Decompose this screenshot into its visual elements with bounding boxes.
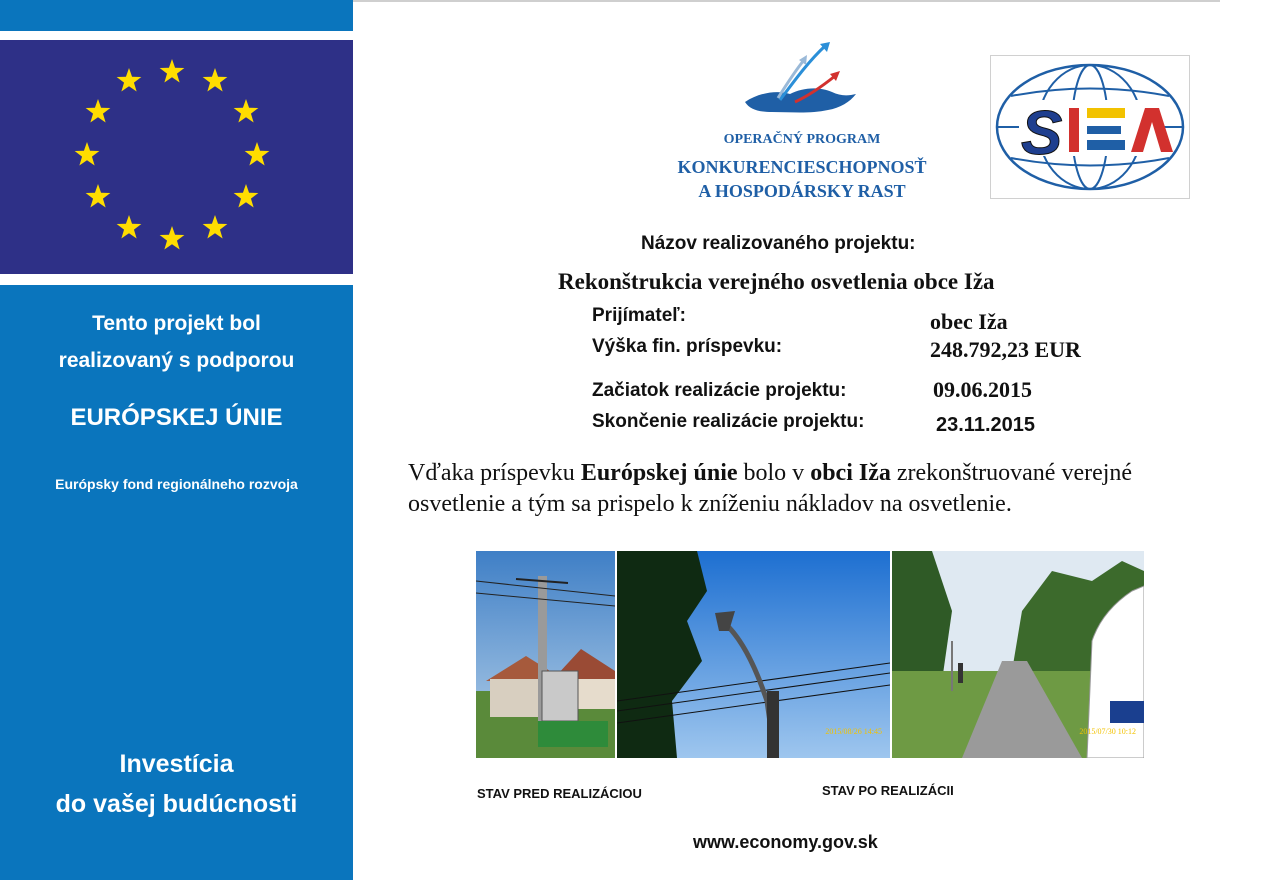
eu-flag xyxy=(0,40,353,274)
website-link[interactable]: www.economy.gov.sk xyxy=(693,832,878,852)
photo-after-street xyxy=(892,551,1144,758)
eu-name: EURÓPSKEJ ÚNIE xyxy=(70,404,283,431)
description-part2: bolo v xyxy=(737,460,811,486)
supported-line2: realizovaný s podporou xyxy=(58,349,295,372)
end-value: 23.11.2015 xyxy=(936,414,1035,436)
timestamp-2: 2015/07/30 10:12 xyxy=(1079,727,1136,736)
description-bold1: Európskej únie xyxy=(580,460,738,486)
project-name-label: Názov realizovaného projektu: xyxy=(641,233,916,254)
amount-label: Výška fin. príspevku: xyxy=(592,336,783,357)
op-line3: A HOSPODÁRSKY RAST xyxy=(698,181,906,201)
start-label: Začiatok realizácie projektu: xyxy=(592,380,847,401)
timestamp-1: 2015/08/26 14:45 xyxy=(825,727,882,736)
top-rule xyxy=(353,0,1220,2)
description-part3: zrekonštruované verejné osvetlenie a tým sa prispelo k zníženiu nákladov na osvetlenie. xyxy=(408,460,1133,517)
project-description xyxy=(408,458,1228,520)
fund-name: Európsky fond regionálneho rozvoja xyxy=(55,476,298,492)
op-line1: OPERAČNÝ PROGRAM xyxy=(723,132,881,147)
panel-divider-top xyxy=(0,31,353,40)
photo-before xyxy=(476,551,615,758)
photo-after-streetlamp xyxy=(617,551,890,758)
start-value: 09.06.2015 xyxy=(933,377,1032,402)
caption-before: STAV PRED REALIZÁCIOU xyxy=(477,786,642,801)
amount-value: 248.792,23 EUR xyxy=(930,337,1081,362)
supported-line1: Tento projekt bol xyxy=(92,312,261,335)
panel-divider-bottom xyxy=(0,274,353,285)
slovakia-arrows-icon xyxy=(660,40,960,130)
recipient-label: Prijímateľ: xyxy=(592,305,686,326)
slogan-line2: do vašej budúcnosti xyxy=(55,790,298,818)
description-part1: Vďaka príspevku xyxy=(408,460,581,486)
svg-text:S: S xyxy=(1021,99,1063,168)
project-name: Rekonštrukcia verejného osvetlenia obce Iža xyxy=(558,269,995,294)
end-label: Skončenie realizácie projektu: xyxy=(592,411,865,432)
description-bold2: obci Iža xyxy=(810,460,891,486)
slogan-line1: Investícia xyxy=(119,750,234,778)
op-line2: KONKURENCIESCHOPNOSŤ xyxy=(677,157,927,177)
caption-after: STAV PO REALIZÁCII xyxy=(822,783,954,798)
siea-globe-icon xyxy=(991,56,1189,198)
eu-stars-icon xyxy=(0,40,353,274)
siea-logo xyxy=(990,55,1190,199)
recipient-value: obec Iža xyxy=(930,309,1008,334)
